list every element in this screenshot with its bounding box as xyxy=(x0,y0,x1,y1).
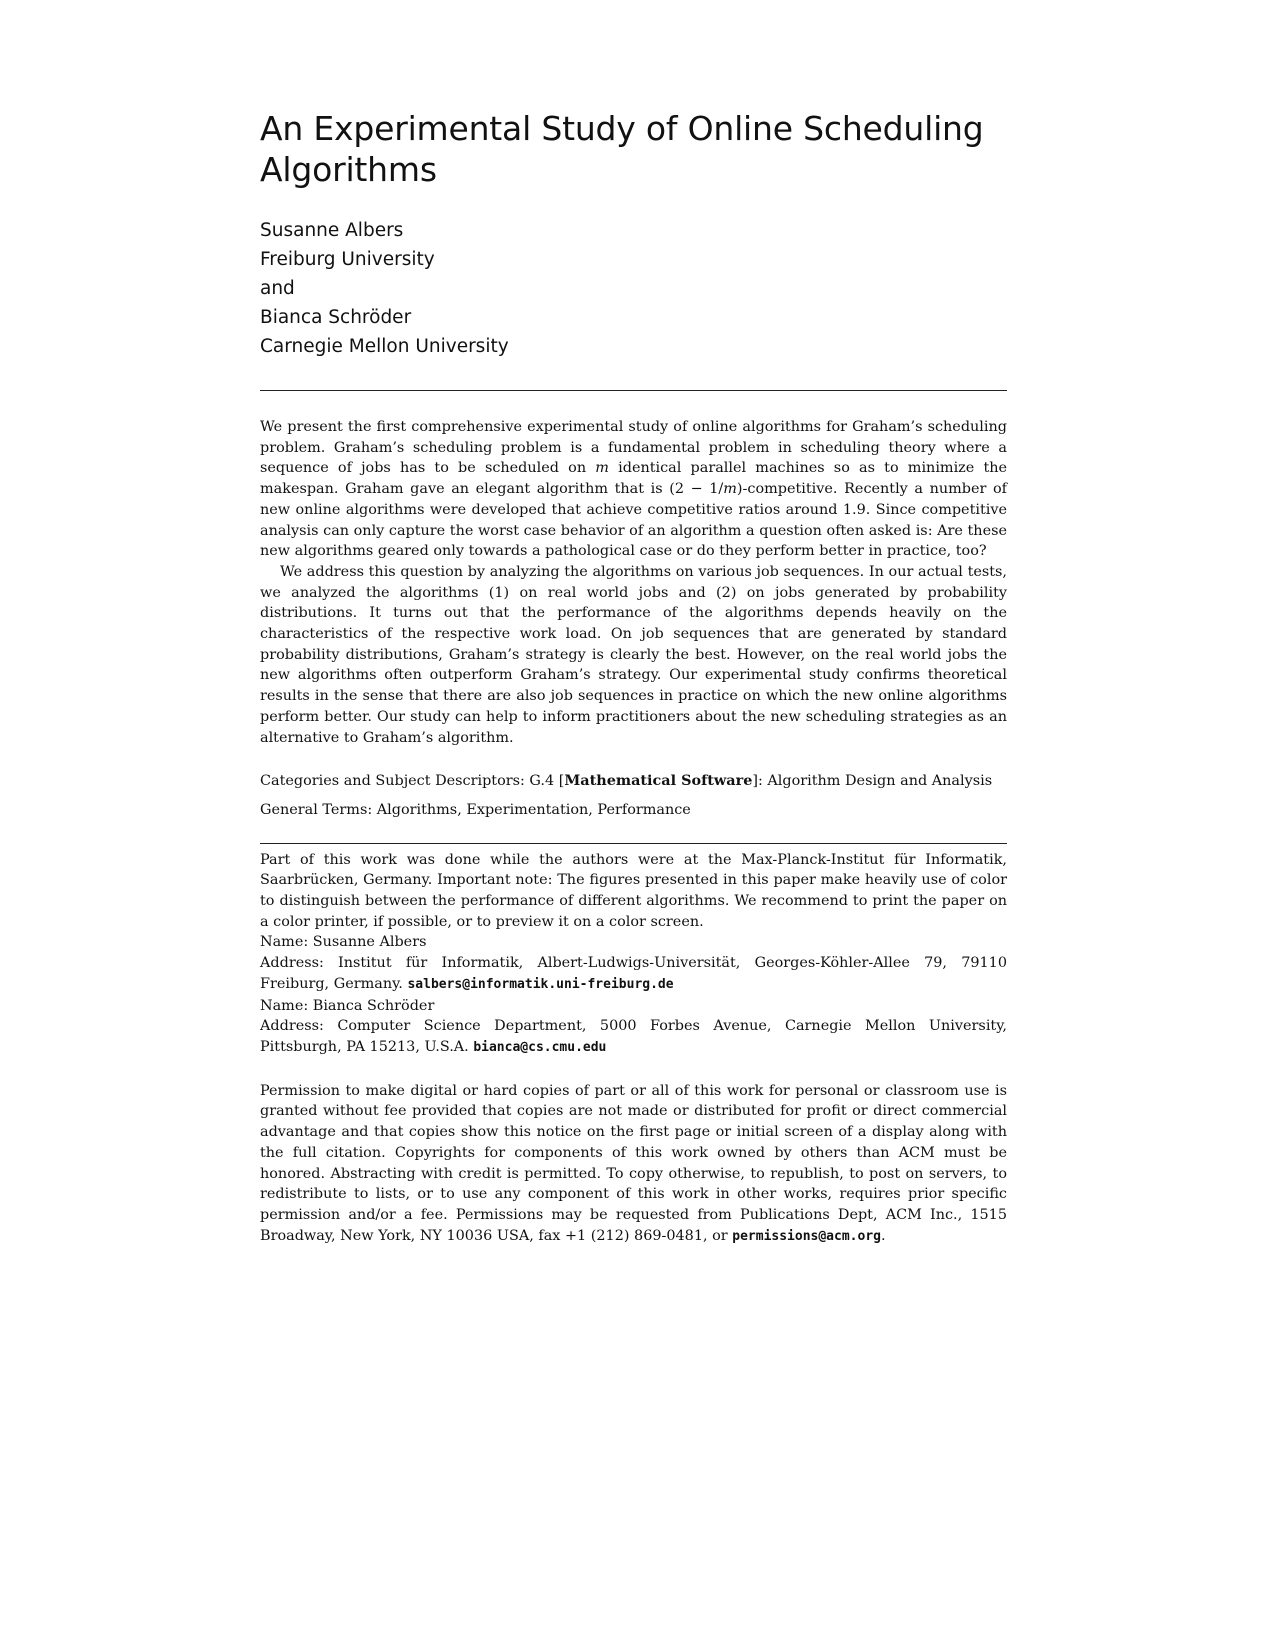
math-var-m: m xyxy=(595,460,609,477)
footnote-note: Part of this work was done while the authors were at the Max-Planck-Institut für Informatik, Saarbrücken, Germany. Important note: The figures presented in this paper make heavily use of color to distinguish between the performance of different algorithms. We recommend to print the paper on a color printer, if possible, or to preview it on a color screen. xyxy=(260,851,1007,930)
general-terms: General Terms: Algorithms, Experimentation, Performance xyxy=(260,801,691,818)
abstract xyxy=(260,417,1007,748)
author-name-1: Susanne Albers xyxy=(260,220,404,241)
author-2-address: Address: Computer Science Department, 5000 Forbes Avenue, Carnegie Mellon University, Pittsburgh, PA 15213, U.S.A. bianca@cs.cmu.edu xyxy=(260,1018,1007,1055)
abstract-top-rule xyxy=(260,390,1007,391)
footnote-rule xyxy=(260,843,1007,844)
author-affiliation-2: Carnegie Mellon University xyxy=(260,336,509,357)
author-2-name: Name: Bianca Schröder xyxy=(260,997,435,1014)
author-1-email[interactable]: salbers@informatik.uni-freiburg.de xyxy=(407,976,674,992)
author-name-2: Bianca Schröder xyxy=(260,307,412,328)
math-var-m: m xyxy=(723,481,737,498)
paper-page xyxy=(260,108,1007,1247)
author-1-name: Name: Susanne Albers xyxy=(260,934,427,951)
author-block xyxy=(260,216,1007,361)
abstract-paragraph-1: We present the first comprehensive experimental study of online algorithms for Graham’s scheduling problem. Graham’s scheduling problem is a fundamental problem in scheduling theory where a sequence of jobs has to be scheduled on m identical parallel machines so as to minimize the makespan. Graham gave an elegant algorithm that is (2 − 1/m)-competitive. Recently a number of new online algorithms were developed that achieve competitive ratios around 1.9. Since competitive analysis can only capture the worst case behavior of an algorithm a question often asked is: Are these new algorithms geared only towards a pathological case or do they perform better in practice, too? xyxy=(260,419,1008,560)
author-affiliation-1: Freiburg University xyxy=(260,249,435,270)
author-2-email[interactable]: bianca@cs.cmu.edu xyxy=(473,1039,607,1055)
paper-title: An Experimental Study of Online Scheduling Algorithms xyxy=(260,109,984,189)
permission-notice: Permission to make digital or hard copies of part or all of this work for personal or classroom use is granted without fee provided that copies are not made or distributed for profit or direct commercial advantage and that copies show this notice on the first page or initial screen of a display along with the full citation. Copyrights for components of this work owned by others than ACM must be honored. Abstracting with credit is permitted. To copy otherwise, to republish, to post on servers, to redistribute to lists, or to use any component of this work in other works, requires prior specific permission and/or a fee. Permissions may be requested from Publications Dept, ACM Inc., 1515 Broadway, New York, NY 10036 USA, fax +1 (212) 869-0481, or permissions@acm.org. xyxy=(260,1082,1007,1244)
footnote xyxy=(260,850,1007,1059)
abstract-paragraph-2: We address this question by analyzing the algorithms on various job sequences. In our actual tests, we analyzed the algorithms (1) on real world jobs and (2) on jobs generated by probability distributions. It turns out that the performance of the algorithms depends heavily on the characteristics of the respective work load. On job sequences that are generated by standard probability distributions, Graham’s strategy is clearly the best. However, on the real world jobs the new algorithms often outperform Graham’s strategy. Our experimental study confirms theoretical results in the sense that there are also job sequences in practice on which the new online algorithms perform better. Our study can help to inform practitioners about the new scheduling strategies as an alternative to Graham’s algorithm. xyxy=(260,563,1007,746)
author-1-address: Address: Institut für Informatik, Albert-Ludwigs-Universität, Georges-Köhler-Allee 79, 79110 Freiburg, Germany. salbers@informatik.uni-freiburg.de xyxy=(260,955,1007,992)
permissions-email[interactable]: permissions@acm.org xyxy=(732,1228,881,1244)
author-separator: and xyxy=(260,278,295,299)
subject-descriptors: Categories and Subject Descriptors: G.4 [Mathematical Software]: Algorithm Design and Analysis xyxy=(260,772,993,790)
